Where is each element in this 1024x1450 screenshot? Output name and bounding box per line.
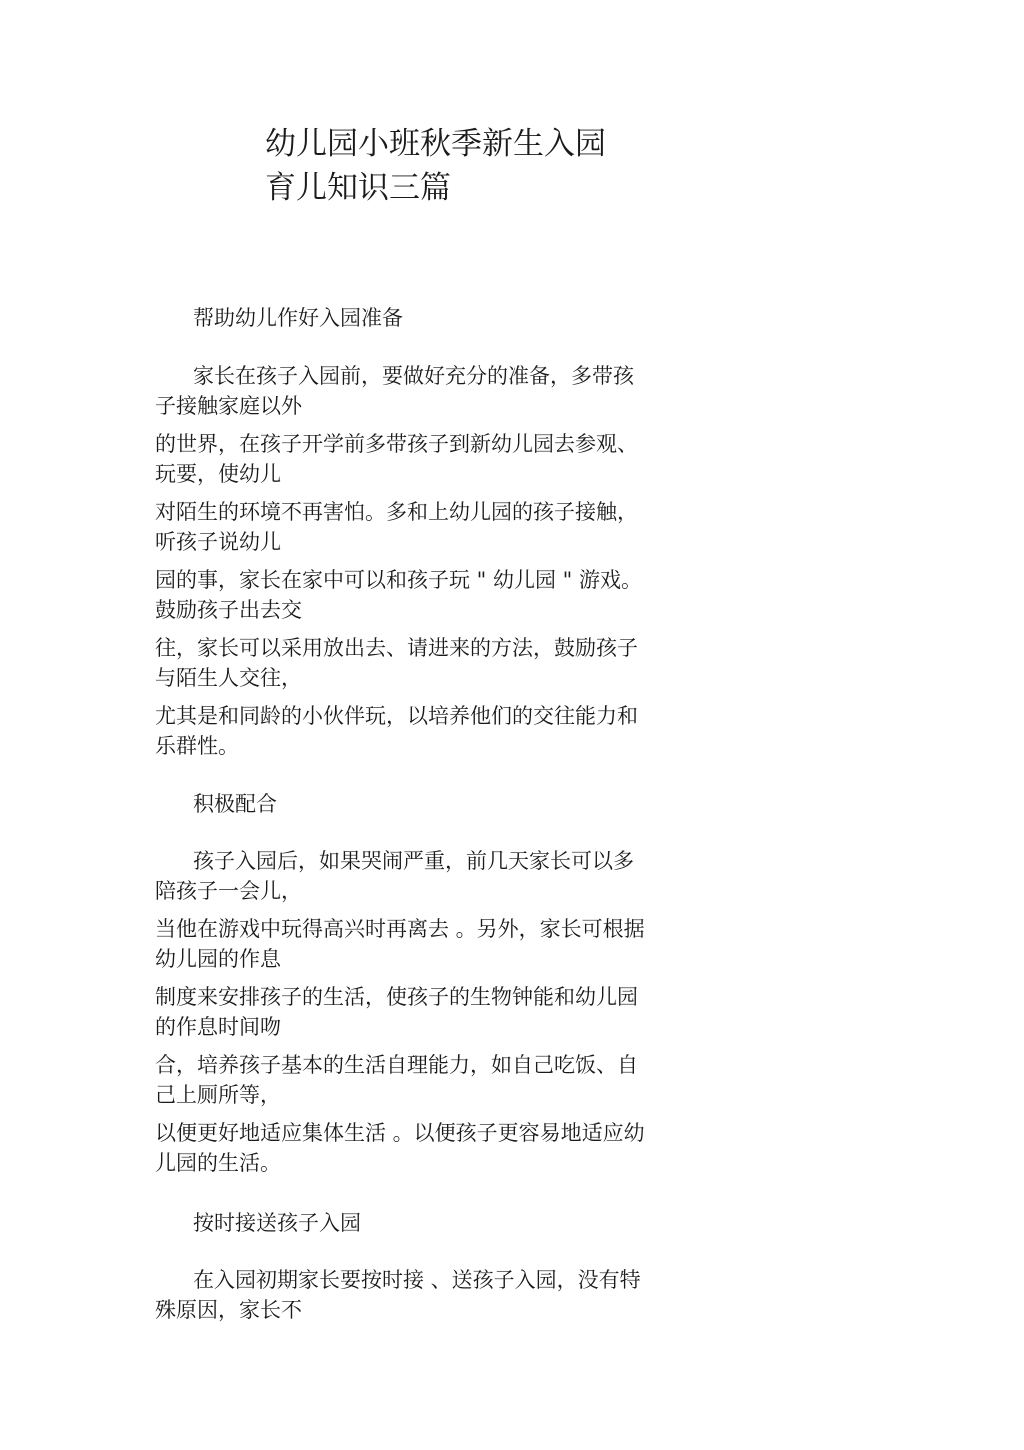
title-line: 育儿知识三篇 — [265, 170, 451, 206]
title-line: 幼儿园小班秋季新生入园 — [265, 126, 606, 162]
text-line: 合，培养孩子基本的生活自理能力，如自己吃饭、自己上厕所等， — [155, 1053, 638, 1107]
text-line: 家长在孩子入园前，要做好充分的准备，多带孩子接触家庭以外 — [155, 364, 634, 418]
section-heading-block — [155, 1208, 645, 1238]
paragraph — [155, 1265, 645, 1325]
section-body — [155, 361, 645, 769]
section-heading: 按时接送孩子入园 — [193, 1211, 361, 1235]
paragraph — [155, 846, 645, 1178]
text-line: 当他在游戏中玩得高兴时再离去 。另外，家长可根据幼儿园的作息 — [155, 917, 645, 971]
section-heading: 帮助幼儿作好入园准备 — [193, 306, 403, 330]
section-body — [155, 846, 645, 1186]
text-line: 往，家长可以采用放出去、请进来的方法，鼓励孩子与陌生人交往， — [155, 636, 638, 690]
text-line: 的世界，在孩子开学前多带孩子到新幼儿园去参观、玩要，使幼儿 — [155, 432, 638, 486]
section-heading-block — [155, 789, 645, 819]
text-line: 以便更好地适应集体生活 。以便孩子更容易地适应幼儿园的生活。 — [155, 1121, 645, 1175]
text-line: 园的事，家长在家中可以和孩子玩 " 幼儿园 " 游戏。鼓励孩子出去交 — [155, 568, 643, 622]
text-line: 尤其是和同龄的小伙伴玩，以培养他们的交往能力和乐群性。 — [155, 704, 638, 758]
text-line: 对陌生的环境不再害怕。多和上幼儿园的孩子接触，听孩子说幼儿 — [155, 500, 638, 554]
section-body — [155, 1265, 645, 1333]
document-title — [265, 122, 685, 210]
paragraph — [155, 361, 645, 761]
text-line: 制度来安排孩子的生活，使孩子的生物钟能和幼儿园的作息时间吻 — [155, 985, 638, 1039]
section-heading: 积极配合 — [193, 792, 277, 816]
text-line: 在入园初期家长要按时接 、送孩子入园，没有特殊原因，家长不 — [155, 1268, 641, 1322]
section-heading-block — [155, 303, 645, 333]
text-line: 孩子入园后，如果哭闹严重，前几天家长可以多陪孩子一会儿， — [155, 849, 634, 903]
